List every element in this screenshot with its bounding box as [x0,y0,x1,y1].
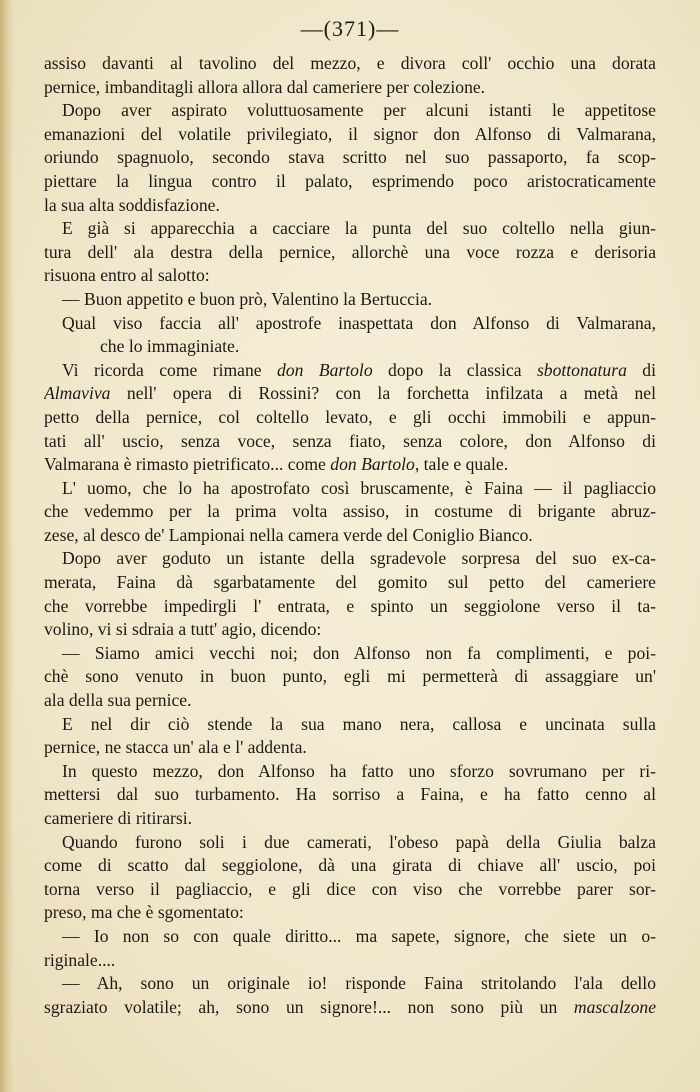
text-line: pernice, imbanditagli allora allora dal cameriere per colezione. [44,76,486,97]
text-line: tura dell' ala destra della pernice, allorchè una voce rozza e derisoria [44,241,656,262]
text-line: volino, vi si sdraia a tutt' agio, dicendo: [44,619,322,640]
text-line: emanazioni del volatile privilegiato, il signor don Alfonso di Valmarana, [44,123,656,144]
text-line: preso, ma che è sgomentato: [44,902,244,923]
text-line: pernice, ne stacca un' ala e l' addenta. [44,737,307,758]
text-line: Quando furono soli i due camerati, l'obeso papà della Giulia balza [62,831,656,852]
text-line: Qual viso faccia all' apostrofe inaspettata don Alfonso di Valmarana, [62,312,656,333]
text-line: zese, al desco de' Lampionai nella camera verde del Coniglio Bianco. [44,524,533,545]
text-line: chè sono venuto in buon punto, egli mi permetterà di assaggiare un' [44,666,656,687]
text-line: E già si apparecchia a cacciare la punta del suo coltello nella giun- [62,218,656,239]
text-line: — Ah, sono un originale io! risponde Faina stritolando l'ala dello [62,973,656,994]
text-line: mettersi dal suo turbamento. Ha sorriso a Faina, e ha fatto cenno al [44,784,656,805]
text-line: piettare la lingua contro il palato, esprimendo poco aristocraticamente [44,170,656,191]
body-text [44,52,656,1019]
text-line: risuona entro al salotto: [44,265,210,286]
text-line: — Io non so con quale diritto... ma sapete, signore, che siete un o- [62,925,656,946]
text-line: che vedemmo per la prima volta assiso, in costume di brigante abruz- [44,501,656,522]
text-line: torna verso il pagliaccio, e gli dice con viso che vorrebbe parer sor- [44,878,656,899]
page-number-header: —(371)— [300,16,400,41]
text-line: la sua alta soddisfazione. [44,194,220,215]
text-line: riginale.... [44,949,116,970]
text-line: — Buon appetito e buon prò, Valentino la Bertuccia. [62,288,433,309]
text-line: Dopo aver aspirato voluttuosamente per alcuni istanti le appetitose [62,100,656,121]
text-line: L' uomo, che lo ha apostrofato così bruscamente, è Faina — il pagliaccio [62,477,656,498]
text-line: Almaviva nell' opera di Rossini? con la forchetta infilzata a metà nel [44,383,656,404]
text-line: merata, Faina dà sgarbatamente del gomito sul petto del cameriere [44,572,656,593]
text-line: — Siamo amici vecchi noi; don Alfonso non fa complimenti, e poi- [62,642,656,663]
page-spine-shadow [0,0,14,1092]
text-line: come di scatto dal seggiolone, dà una girata di chiave all' uscio, poi [44,855,656,876]
text-line: che lo immaginiate. [100,336,240,357]
text-line: tati all' uscio, senza voce, senza fiato, senza colore, don Alfonso di [44,430,656,451]
text-line: che vorrebbe impedirgli l' entrata, e spinto un seggiolone verso il ta- [44,595,656,616]
text-line: oriundo spagnuolo, secondo stava scritto nel suo passaporto, fa scop- [44,147,656,168]
text-line: cameriere di ritirarsi. [44,808,193,828]
text-line: assiso davanti al tavolino del mezzo, e divora coll' occhio una dorata [44,53,656,73]
text-line: ala della sua pernice. [44,690,192,711]
text-line: petto della pernice, col coltello levato, e gli occhi immobili e appun- [44,406,656,427]
text-line: E nel dir ciò stende la sua mano nera, callosa e uncinata sulla [62,713,656,734]
text-line: Vi ricorda come rimane don Bartolo dopo la classica sbottonatura di [62,359,656,380]
text-line: Dopo aver goduto un istante della sgradevole sorpresa del suo ex-ca- [62,548,656,569]
text-line: Valmarana è rimasto pietrificato... come don Bartolo, tale e quale. [44,454,509,475]
text-line: In questo mezzo, don Alfonso ha fatto uno sforzo sovrumano per ri- [62,760,656,781]
text-line: sgraziato volatile; ah, sono un signore!... non sono più un mascalzone [44,996,656,1017]
